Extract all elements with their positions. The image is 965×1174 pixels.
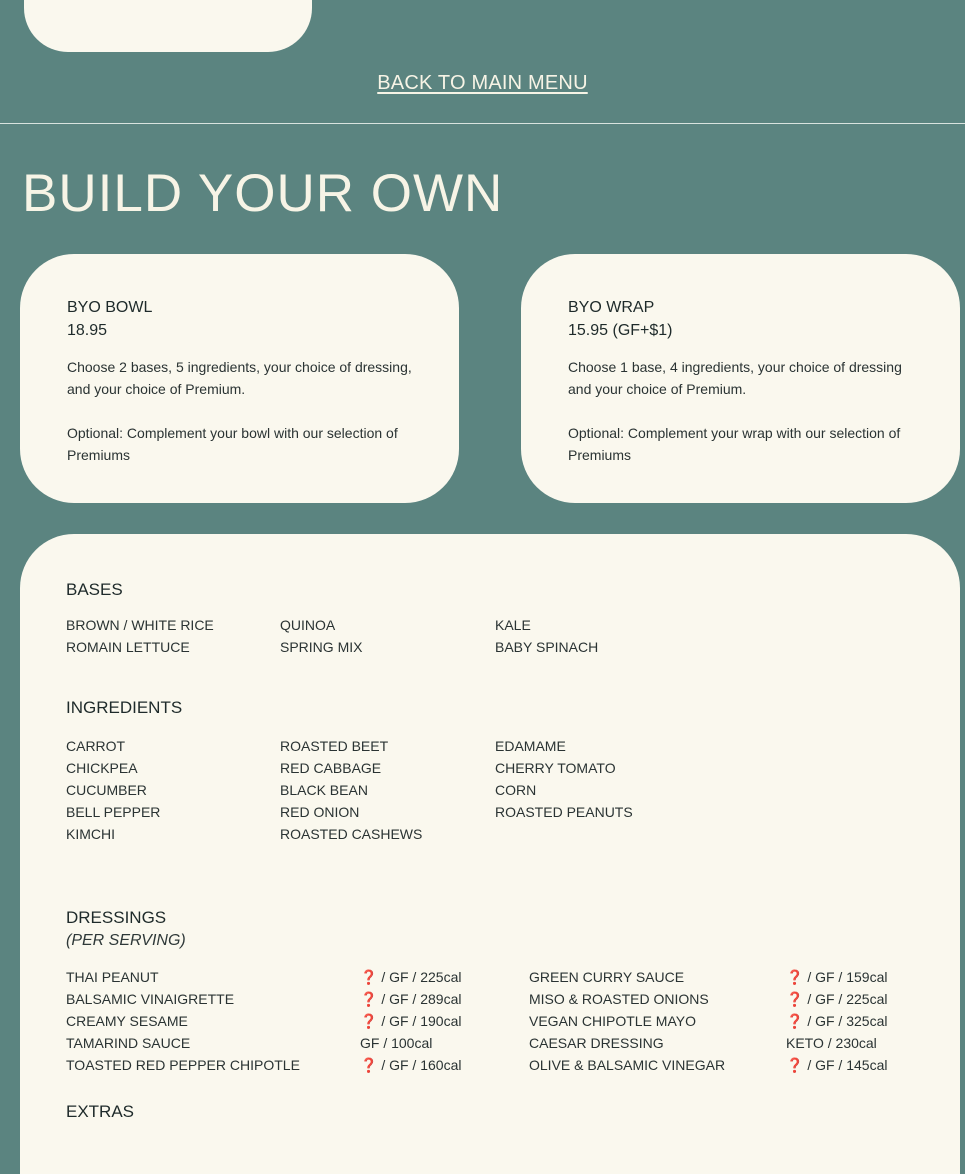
dressing-name: BALSAMIC VINAIGRETTE bbox=[66, 991, 235, 1007]
bases-col-3 bbox=[495, 614, 598, 658]
byo-wrap-card bbox=[521, 254, 960, 503]
list-item: CUCUMBER bbox=[66, 782, 147, 798]
back-to-main-menu-link[interactable]: BACK TO MAIN MENU bbox=[377, 72, 588, 94]
list-item: ROASTED CASHEWS bbox=[280, 826, 423, 842]
byo-wrap-optional: Optional: Complement your wrap with our selection of Premiums bbox=[568, 425, 901, 463]
dressing-info: ❓ / GF / 145cal bbox=[786, 1057, 888, 1073]
dressing-name: TAMARIND SAUCE bbox=[66, 1035, 191, 1051]
bases-title: BASES bbox=[66, 580, 123, 599]
list-item: CARROT bbox=[66, 738, 126, 754]
dressing-info: ❓ / GF / 190cal bbox=[360, 1013, 462, 1029]
dressing-name: VEGAN CHIPOTLE MAYO bbox=[529, 1013, 696, 1029]
dressing-info: GF / 100cal bbox=[360, 1035, 433, 1051]
dressing-info: ❓ / GF / 225cal bbox=[360, 969, 462, 985]
byo-bowl-description: Choose 2 bases, 5 ingredients, your choice of dressing, and your choice of Premium. bbox=[67, 359, 412, 397]
list-item: EDAMAME bbox=[495, 738, 566, 754]
bases-col-1 bbox=[66, 614, 214, 658]
list-item: BABY SPINACH bbox=[495, 639, 599, 655]
list-item: RED ONION bbox=[280, 804, 360, 820]
header-divider bbox=[0, 123, 965, 124]
list-item: ROASTED BEET bbox=[280, 738, 389, 754]
extras-title: EXTRAS bbox=[66, 1102, 135, 1121]
dressing-name: OLIVE & BALSAMIC VINEGAR bbox=[529, 1057, 726, 1073]
byo-wrap-price: 15.95 (GF+$1) bbox=[568, 322, 673, 339]
list-item: KALE bbox=[495, 617, 531, 633]
list-item: CORN bbox=[495, 782, 537, 798]
dressing-info: ❓ / GF / 159cal bbox=[786, 969, 888, 985]
list-item: CHERRY TOMATO bbox=[495, 760, 616, 776]
list-item: QUINOA bbox=[280, 617, 336, 633]
list-item: RED CABBAGE bbox=[280, 760, 382, 776]
byo-bowl-card bbox=[20, 254, 459, 503]
byo-bowl-name: BYO BOWL bbox=[67, 299, 153, 316]
byo-bowl-price: 18.95 bbox=[67, 322, 108, 339]
dressings-title: DRESSINGS bbox=[66, 908, 167, 927]
list-item: BLACK BEAN bbox=[280, 782, 368, 798]
dressing-info: ❓ / GF / 225cal bbox=[786, 991, 888, 1007]
dressings-subtitle: (PER SERVING) bbox=[66, 932, 186, 949]
dressing-name: GREEN CURRY SAUCE bbox=[529, 969, 685, 985]
dressing-name: CAESAR DRESSING bbox=[529, 1035, 664, 1051]
list-item: BELL PEPPER bbox=[66, 804, 161, 820]
dressings-left-info bbox=[360, 966, 461, 1076]
ingredients-title: INGREDIENTS bbox=[66, 698, 183, 717]
top-card bbox=[24, 0, 312, 52]
menu-card bbox=[20, 534, 960, 1174]
dressing-name: MISO & ROASTED ONIONS bbox=[529, 991, 709, 1007]
dressings-left-names bbox=[66, 966, 300, 1076]
dressings-right-names bbox=[529, 966, 725, 1076]
dressing-info: ❓ / GF / 325cal bbox=[786, 1013, 888, 1029]
ingredients-col-2 bbox=[280, 735, 422, 845]
ingredients-col-1 bbox=[66, 735, 160, 845]
list-item: ROMAIN LETTUCE bbox=[66, 639, 190, 655]
dressing-name: CREAMY SESAME bbox=[66, 1013, 188, 1029]
dressing-info: ❓ / GF / 160cal bbox=[360, 1057, 462, 1073]
dressing-info: KETO / 230cal bbox=[786, 1035, 877, 1051]
dressing-name: THAI PEANUT bbox=[66, 969, 159, 985]
byo-wrap-description: Choose 1 base, 4 ingredients, your choice of dressing and your choice of Premium. bbox=[568, 359, 902, 397]
dressing-name: TOASTED RED PEPPER CHIPOTLE bbox=[66, 1057, 300, 1073]
dressings-right-info bbox=[786, 966, 887, 1076]
bases-col-2 bbox=[280, 614, 362, 658]
list-item: KIMCHI bbox=[66, 826, 115, 842]
dressing-info: ❓ / GF / 289cal bbox=[360, 991, 462, 1007]
list-item: BROWN / WHITE RICE bbox=[66, 617, 214, 633]
list-item: ROASTED PEANUTS bbox=[495, 804, 633, 820]
ingredients-col-3 bbox=[495, 735, 633, 823]
list-item: CHICKPEA bbox=[66, 760, 138, 776]
byo-bowl-optional: Optional: Complement your bowl with our selection of Premiums bbox=[67, 425, 398, 463]
list-item: SPRING MIX bbox=[280, 639, 363, 655]
byo-wrap-name: BYO WRAP bbox=[568, 299, 655, 316]
page-title: BUILD YOUR OWN bbox=[22, 164, 504, 223]
